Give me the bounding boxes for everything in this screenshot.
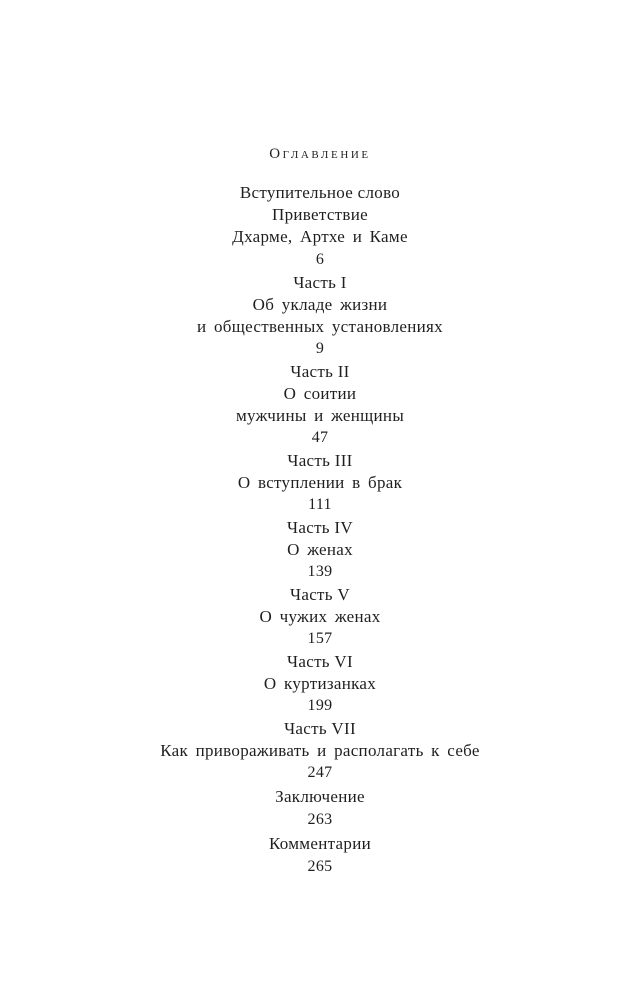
toc-entry-part-2-page: 47 (311, 429, 329, 446)
toc-entry-part-5-label: Часть V (290, 585, 350, 604)
toc-entry-conclusion-page: 263 (307, 811, 333, 828)
toc-entry-part-1-label: Часть I (293, 273, 347, 292)
toc-entry-intro-page: 6 (315, 251, 325, 268)
toc-entry-part-2-title-line-2: мужчины и женщины (235, 406, 405, 425)
toc-entry-comments: Комментарии (268, 834, 371, 853)
toc-entry-part-1-title-line-1: Об укладе жизни (252, 295, 388, 314)
toc-entry-part-3-page: 111 (308, 496, 332, 513)
toc-entry-part-7-title: Как привораживать и располагать к себе (160, 741, 480, 760)
toc-entry-part-3-title: О вступлении в брак (237, 473, 403, 492)
toc-entry-part-7-page: 247 (307, 764, 333, 781)
toc-entry-part-1-title-line-2: и общественных установлениях (197, 317, 443, 336)
toc-heading: Оглавление (269, 146, 371, 162)
toc-entry-intro-line-3: Дхарме, Артхе и Каме (232, 227, 408, 246)
toc-entry-part-4-title: О женах (287, 540, 353, 559)
toc-entry-part-5-title: О чужих женах (259, 607, 381, 626)
toc-entry-part-1-page: 9 (315, 340, 325, 357)
toc-entry-part-6-title: О куртизанках (263, 674, 377, 693)
toc-entry-part-4-label: Часть IV (287, 518, 353, 537)
toc-entry-conclusion: Заключение (275, 787, 365, 806)
toc-entry-part-6-label: Часть VI (287, 652, 353, 671)
toc-entry-part-2-label: Часть II (290, 362, 350, 381)
toc-entry-intro-line-2: Приветствие (272, 205, 368, 224)
toc-entry-part-6-page: 199 (307, 697, 333, 714)
toc-entry-part-2-title-line-1: О соитии (283, 384, 357, 403)
toc-entry-part-4-page: 139 (307, 563, 333, 580)
toc-entry-comments-page: 265 (307, 858, 333, 875)
toc-entry-part-7-label: Часть VII (284, 719, 356, 738)
toc-entry-part-5-page: 157 (307, 630, 333, 647)
toc-entry-intro-line-1: Вступительное слово (239, 183, 401, 202)
toc-entry-part-3-label: Часть III (287, 451, 353, 470)
